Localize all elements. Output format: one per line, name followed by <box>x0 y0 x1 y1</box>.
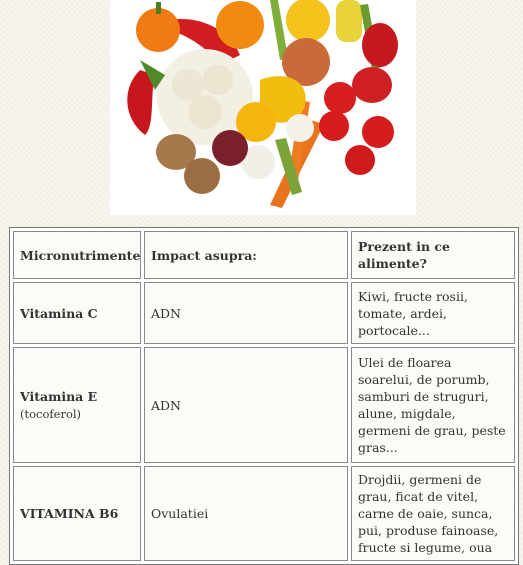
table-row <box>13 347 515 463</box>
nutrient-name-cell <box>13 282 141 344</box>
impact-cell: Ovulatiei <box>144 466 348 561</box>
header-impact: Impact asupra: <box>144 231 348 279</box>
header-foods: Prezent in ce alimente? <box>351 231 515 279</box>
foods-cell: Kiwi, fructe rosii, tomate, ardei, portocale... <box>351 282 515 344</box>
table-row <box>13 466 515 561</box>
nutrient-name: Vitamina C <box>20 305 98 321</box>
foods-cell: Ulei de floarea soarelui, de porumb, samburi de struguri, alune, migdale, germeni de grau, peste gras... <box>351 347 515 463</box>
nutrient-name-cell <box>13 347 141 463</box>
micronutrients-table <box>9 227 519 565</box>
impact-cell: ADN <box>144 282 348 344</box>
nutrient-name: Vitamina E <box>20 388 98 404</box>
vegetables-photo <box>110 0 416 215</box>
nutrient-note: (tocoferol) <box>20 406 82 421</box>
foods-cell: Drojdii, germeni de grau, ficat de vitel, carne de oaie, sunca, pui, produse fainoase, fructe si legume, oua <box>351 466 515 561</box>
table-row <box>13 282 515 344</box>
vegetables-illustration <box>110 0 416 215</box>
nutrient-name-cell <box>13 466 141 561</box>
header-micronutrients: Micronutrimente <box>13 231 141 279</box>
nutrient-name: VITAMINA B6 <box>20 506 119 521</box>
impact-cell: ADN <box>144 347 348 463</box>
table-header-row <box>13 231 515 279</box>
